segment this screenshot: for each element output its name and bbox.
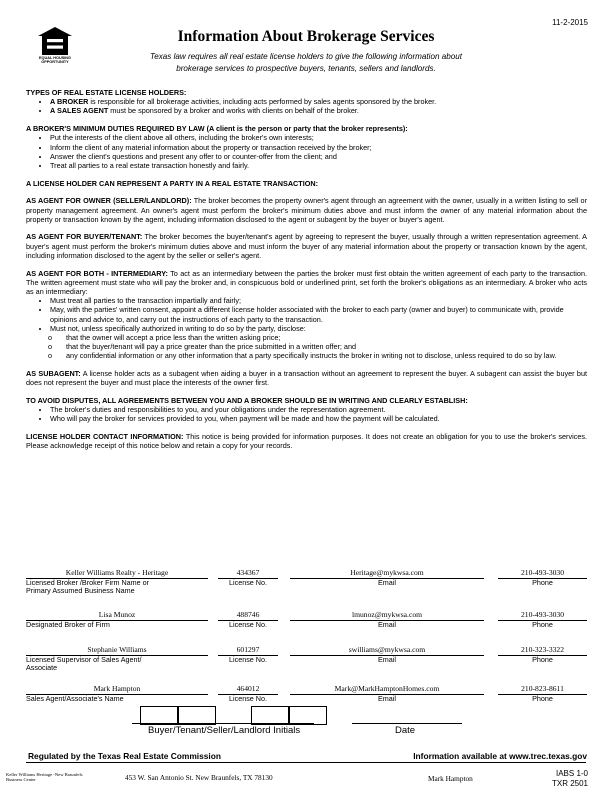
- initials-box-2[interactable]: [177, 706, 216, 725]
- designated-broker-email[interactable]: lmunoz@mykwsa.com: [351, 610, 423, 619]
- buyer-label: AS AGENT FOR BUYER/TENANT:: [26, 232, 143, 242]
- disputes-list: [26, 405, 587, 423]
- intermediary-item: • Must treat all parties to the transaction impartially and fairly;: [50, 296, 587, 305]
- buyer-paragraph: [26, 232, 587, 260]
- types-list: [26, 97, 587, 115]
- email-caption: Email: [378, 655, 396, 664]
- broker-firm-email[interactable]: Heritage@mykwsa.com: [350, 568, 424, 577]
- role-caption-line: Primary Assumed Business Name: [26, 586, 135, 595]
- intermediary-sublist: [26, 333, 587, 361]
- intermediary-label: AS AGENT FOR BOTH - INTERMEDIARY:: [26, 268, 168, 278]
- type-sales-agent-text: must be sponsored by a broker and works with clients on behalf of the broker.: [108, 106, 359, 116]
- logo-caption: EQUAL HOUSING OPPORTUNITY: [39, 56, 71, 64]
- document-body: [26, 88, 587, 451]
- intermediary-item: • Must not, unless specifically authorized in writing to do so by the party, disclose:: [50, 324, 587, 333]
- broker-firm-name[interactable]: Keller Williams Realty - Heritage: [65, 568, 169, 577]
- date-underline[interactable]: [352, 723, 462, 724]
- page-title: Information About Brokerage Services: [177, 28, 435, 45]
- office-address: 453 W. San Antonio St. New Braunfels, TX 78130: [125, 773, 273, 782]
- regulated-by: Regulated by the Texas Real Estate Commission: [28, 751, 221, 761]
- role-caption-line: Associate: [26, 663, 58, 672]
- designated-broker-phone[interactable]: 210-493-3030: [520, 610, 565, 619]
- initials-box-4[interactable]: [288, 706, 327, 725]
- role-caption-line: Designated Broker of Firm: [26, 620, 110, 629]
- supervisor-license[interactable]: 601297: [236, 645, 260, 654]
- license-row-supervisor: [26, 645, 587, 671]
- supervisor-email[interactable]: swilliams@mykwsa.com: [348, 645, 426, 654]
- designated-broker-license[interactable]: 488746: [236, 610, 260, 619]
- license-row-designated-broker: [26, 610, 587, 636]
- phone-caption: Phone: [532, 694, 553, 703]
- license-caption: License No.: [229, 578, 267, 587]
- sales-agent-email[interactable]: Mark@MarkHamptonHomes.com: [334, 684, 440, 693]
- footer-divider: [26, 762, 586, 763]
- dispute-item: • The broker's duties and responsibilities to you, and your obligations under the representation agreement.: [50, 405, 587, 414]
- type-sales-agent-term: A SALES AGENT: [50, 106, 109, 116]
- owner-paragraph: [26, 196, 587, 224]
- initials-box-1[interactable]: [140, 706, 179, 725]
- designated-broker-caption: [26, 621, 208, 629]
- intermediary-subitem: o that the owner will accept a price less than the written asking price;: [48, 333, 587, 342]
- sales-agent-phone[interactable]: 210-823-8611: [521, 684, 564, 693]
- form-date: 11-2-2015: [552, 18, 588, 27]
- intermediary-subitem: o that the buyer/tenant will pay a price greater than the price submitted in a written offer; and: [48, 342, 587, 351]
- duties-heading: A BROKER'S MINIMUM DUTIES REQUIRED BY LAW (A client is the person or party that the broker represents):: [26, 124, 408, 134]
- office-name: [6, 772, 114, 782]
- owner-text: The broker becomes the property owner's agent through an agreement with the owner, usually in a written listing to sell or property management agreement. An owner's agent must perform the broker's minimum duties above and must inform the owner of any material information about the property or transaction known by the agent, including information disclosed to the agent or subagent by the buyer or buyer's agent.: [26, 196, 587, 224]
- supervisor-name[interactable]: Stephanie Williams: [87, 645, 147, 654]
- type-broker-term: A BROKER: [50, 97, 89, 107]
- subagent-label: AS SUBAGENT:: [26, 369, 81, 379]
- license-caption: License No.: [229, 620, 267, 629]
- license-caption: License No.: [229, 655, 267, 664]
- phone-caption: Phone: [532, 655, 553, 664]
- license-row-broker-firm: [26, 568, 587, 594]
- subagent-paragraph: [26, 369, 587, 387]
- intermediary-paragraph: [26, 269, 587, 297]
- broker-firm-license[interactable]: 434367: [236, 568, 260, 577]
- date-caption: Date: [395, 725, 416, 736]
- dispute-item: • Who will pay the broker for services provided to you, when payment will be made and how the payment will be calculated.: [50, 414, 587, 423]
- role-caption-line: Sales Agent/Associate's Name: [26, 694, 124, 703]
- sales-agent-name[interactable]: Mark Hampton: [93, 684, 141, 693]
- types-heading: TYPES OF REAL ESTATE LICENSE HOLDERS:: [26, 88, 187, 97]
- type-broker: [50, 97, 587, 106]
- designated-broker-name[interactable]: Lisa Munoz: [98, 610, 136, 619]
- duties-list: [26, 133, 587, 170]
- contact-label: LICENSE HOLDER CONTACT INFORMATION:: [26, 432, 184, 442]
- phone-caption: Phone: [532, 578, 553, 587]
- sales-agent-caption: [26, 695, 208, 703]
- subagent-text: A license holder acts as a subagent when aiding a buyer in a transaction without an agreement to represent the buyer. A subagent can assist the buyer but does not represent the buyer and must place the interests of the owner first.: [26, 369, 587, 388]
- office-line: Keller Williams Heritage -New Braunfels: [6, 772, 83, 777]
- email-caption: Email: [378, 694, 396, 703]
- duty-item: • Answer the client's questions and present any offer to or counter-offer from the client; and: [50, 152, 587, 161]
- intermediary-item: • May, with the parties' written consent, appoint a different license holder associated with the broker to each party (owner and buyer) to communicate with, provide opinions and advice to, and carry out the instructions of each party to the transaction.: [50, 305, 587, 323]
- buyer-text: The broker becomes the buyer/tenant's agent by agreeing to represent the buyer, usually through a written representation agreement. A buyer's agent must perform the broker's minimum duties above and must inform the buyer of any material information about the property or transaction known by the agent, including information disclosed to the agent by the seller or seller's agent.: [26, 232, 587, 260]
- role-caption-line: Licensed Broker /Broker Firm Name or: [26, 578, 150, 587]
- intermediary-text: To act as an intermediary between the parties the broker must first obtain the written agreement of each party to the transaction. The written agreement must state who will pay the broker and, in conspicuous bold or underlined print, set forth the broker's obligations as an intermediary. A broker who acts as an intermediary:: [26, 268, 588, 296]
- intermediary-subitem: o any confidential information or any other information that a party specifically instructs the broker in writing not to disclose, unless required to do so by law.: [48, 351, 587, 360]
- intermediary-list: [26, 296, 587, 333]
- subtitle-line-1: Texas law requires all real estate license holders to give the following information about: [150, 52, 462, 61]
- footer-agent-name: Mark Hampton: [428, 774, 473, 783]
- supervisor-phone[interactable]: 210-323-3322: [520, 645, 565, 654]
- contact-paragraph: [26, 432, 587, 450]
- form-code-line: IABS 1-0: [555, 769, 588, 778]
- broker-firm-phone[interactable]: 210-493-3030: [520, 568, 565, 577]
- owner-label: AS AGENT FOR OWNER (SELLER/LANDLORD):: [26, 196, 192, 206]
- initials-box-3[interactable]: [251, 706, 290, 725]
- type-broker-text: is responsible for all brokerage activities, including acts performed by sales agents sponsored by the broker.: [88, 97, 437, 107]
- contact-text: This notice is being provided for information purposes. It does not create an obligation for you to use the broker's services. Please acknowledge receipt of this notice below and retain a copy for your records.: [26, 432, 587, 451]
- page-subtitle: [96, 51, 516, 75]
- license-caption: License No.: [229, 694, 267, 703]
- form-code-line: TXR 2501: [551, 779, 588, 788]
- type-sales-agent: [50, 106, 587, 115]
- represent-heading: A LICENSE HOLDER CAN REPRESENT A PARTY IN A REAL ESTATE TRANSACTION:: [26, 178, 319, 188]
- office-line: Business Center: [6, 777, 36, 783]
- initials-caption: Buyer/Tenant/Seller/Landlord Initials: [148, 725, 301, 736]
- phone-caption: Phone: [532, 620, 553, 629]
- supervisor-caption: [26, 656, 208, 672]
- duty-item: • Inform the client of any material information about the property or transaction received by the broker;: [50, 143, 587, 152]
- email-caption: Email: [378, 620, 396, 629]
- form-code: [552, 769, 588, 789]
- sales-agent-license[interactable]: 464012: [236, 684, 260, 693]
- info-link[interactable]: Information available at www.trec.texas.gov: [413, 751, 587, 761]
- duty-item: • Treat all parties to a real estate transaction honestly and fairly.: [50, 161, 587, 170]
- email-caption: Email: [378, 578, 396, 587]
- disputes-heading: TO AVOID DISPUTES, ALL AGREEMENTS BETWEEN YOU AND A BROKER SHOULD BE IN WRITING AND CLEARLY ESTABLISH:: [26, 395, 468, 405]
- duty-item: • Put the interests of the client above all others, including the broker's own interests;: [50, 133, 587, 142]
- role-caption-line: Licensed Supervisor of Sales Agent/: [26, 655, 142, 664]
- subtitle-line-2: brokerage services to prospective buyers, tenants, sellers and landlords.: [176, 64, 436, 73]
- broker-firm-caption: [26, 579, 208, 595]
